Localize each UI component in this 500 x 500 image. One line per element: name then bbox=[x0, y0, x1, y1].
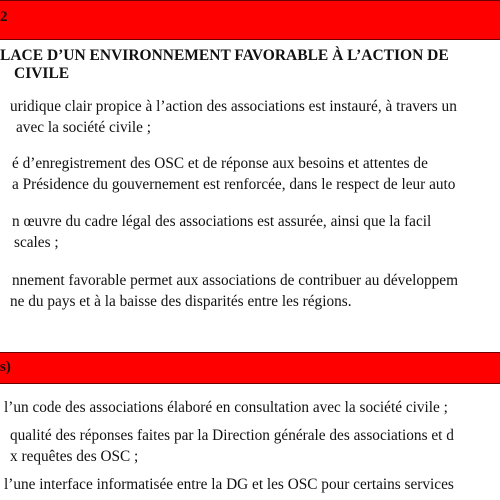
item-1-line-2: avec la société civile ; bbox=[16, 119, 152, 136]
item-3-line-1: n œuvre du cadre légal des associations est assurée, ainsi que la facil bbox=[12, 213, 432, 230]
item-1-line-1: uridique clair propice à l’action des associations est instauré, à travers un bbox=[10, 98, 457, 115]
item-3-line-2: scales ; bbox=[14, 234, 59, 251]
section-header-label: 2 bbox=[0, 9, 8, 25]
item-2-line-2: a Présidence du gouvernement est renforcée, dans le respect de leur auto bbox=[12, 176, 456, 193]
indicators-box bbox=[0, 382, 500, 500]
section-title-line-1: LACE D’UN ENVIRONNEMENT FAVORABLE À L’ACTION DE bbox=[0, 47, 449, 64]
item-4-line-1: nnement favorable permet aux associations de contribuer au développem bbox=[12, 272, 458, 289]
indicators-header-band bbox=[0, 352, 500, 384]
section-title-line-2: CIVILE bbox=[14, 65, 70, 82]
section-header-band bbox=[0, 0, 500, 40]
indicator-2: qualité des réponses faites par la Direction générale des associations et d bbox=[10, 427, 454, 444]
item-2-line-1: é d’enregistrement des OSC et de réponse aux besoins et attentes de bbox=[12, 155, 428, 172]
indicators-header-label: s) bbox=[0, 359, 11, 375]
item-4-line-2: ne du pays et à la baisse des disparités entre les régions. bbox=[10, 293, 352, 310]
indicator-1: l’un code des associations élaboré en consultation avec la société civile ; bbox=[4, 399, 448, 416]
indicator-3: l’une interface informatisée entre la DG et les OSC pour certains services bbox=[4, 476, 454, 493]
indicator-2-cont: x requêtes des OSC ; bbox=[10, 448, 139, 465]
results-box bbox=[0, 38, 500, 353]
